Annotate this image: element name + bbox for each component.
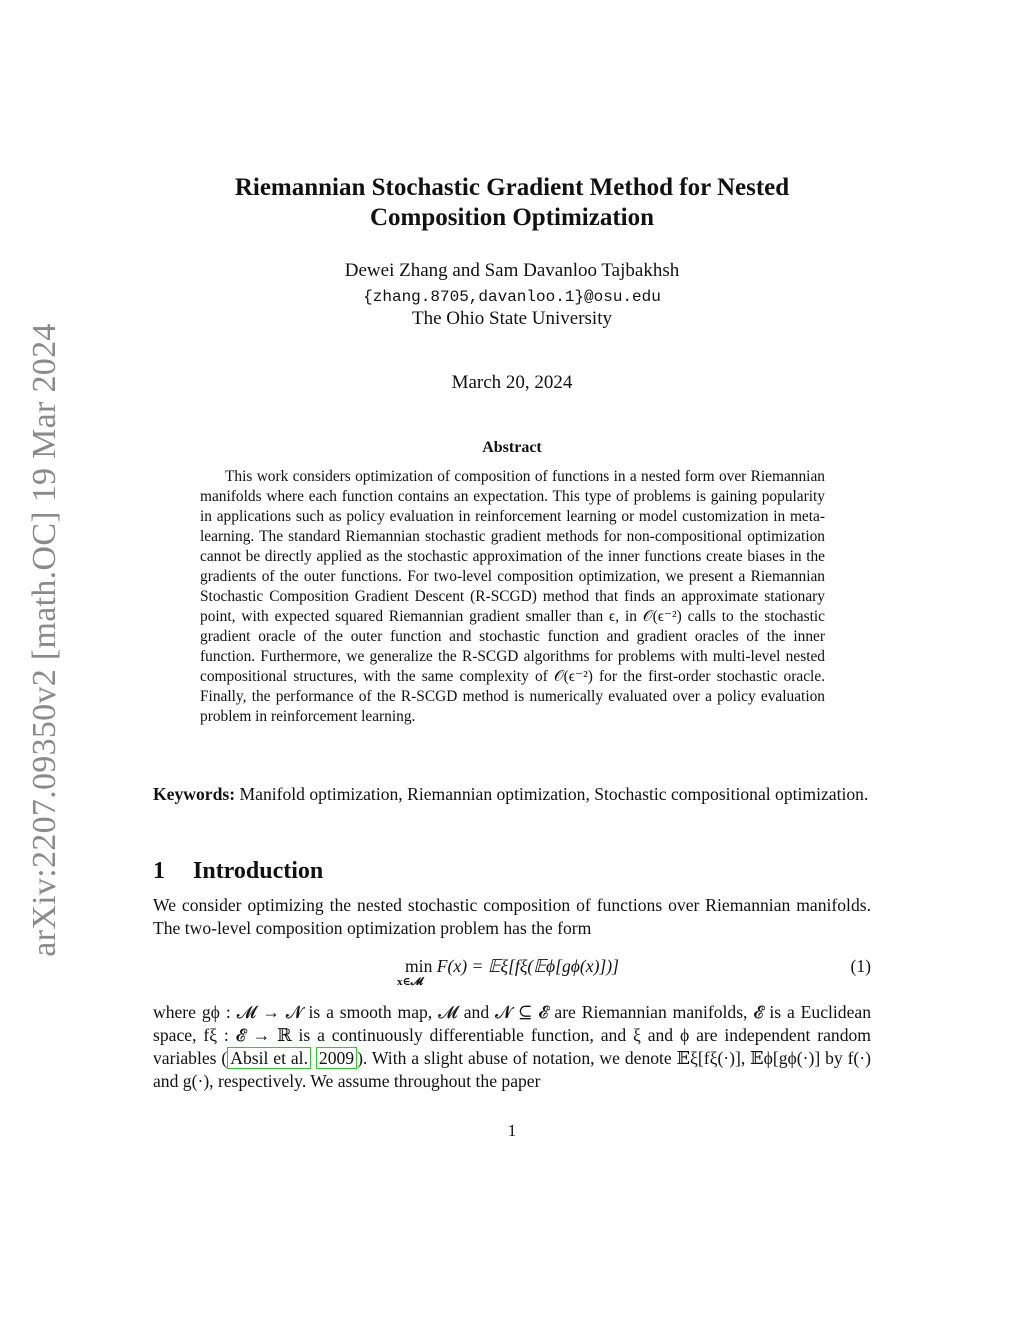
keywords-text: Manifold optimization, Riemannian optimization, Stochastic compositional optimization. bbox=[235, 784, 869, 804]
intro-paragraph-2-start: where gϕ : 𝓜 → 𝓝 is a smooth map, 𝓜 and 𝓝 ⊆ 𝓔 are Riemannian manifolds, 𝓔 is a Euclidean space, fξ : 𝓔 → ℝ is a continuously differentiable function, and ξ and ϕ are independent random variables ( bbox=[153, 1002, 871, 1068]
equation-min: min bbox=[405, 956, 433, 976]
citation-author-link[interactable]: Absil et al. bbox=[227, 1047, 311, 1069]
author-emails bbox=[150, 283, 874, 309]
page-number: 1 bbox=[507, 1121, 517, 1140]
intro-paragraph-2 bbox=[153, 1001, 871, 1093]
equation-1 bbox=[153, 954, 871, 994]
equation-min-subscript: x∈𝓜 bbox=[397, 976, 423, 988]
paper-title bbox=[150, 173, 874, 233]
authors: Dewei Zhang and Sam Davanloo Tajbakhsh bbox=[344, 260, 680, 281]
equation-expression: F(x) = 𝔼ξ[fξ(𝔼ϕ[gϕ(x)])] bbox=[432, 956, 619, 976]
paper-date: March 20, 2024 bbox=[451, 372, 573, 393]
section-title: Introduction bbox=[193, 858, 324, 884]
arxiv-identifier-stamp: arXiv:2207.09350v2 [math.OC] 19 Mar 2024 bbox=[26, 323, 63, 957]
intro-paragraph-1: We consider optimizing the nested stochastic composition of functions over Riemannian manifolds. The two-level composition optimization problem has the form bbox=[153, 895, 871, 938]
equation-number: (1) bbox=[850, 956, 871, 976]
abstract-heading: Abstract bbox=[482, 439, 542, 456]
affiliation: The Ohio State University bbox=[412, 308, 612, 329]
section-heading bbox=[153, 856, 323, 886]
equation-body bbox=[153, 956, 871, 988]
keywords bbox=[153, 783, 871, 806]
section-number: 1 bbox=[153, 858, 165, 884]
keywords-label: Keywords: bbox=[153, 784, 236, 804]
email-text: {zhang.8705,davanloo.1}@osu.edu bbox=[363, 288, 661, 306]
equation-min-operator bbox=[397, 956, 433, 988]
citation-year-link[interactable]: 2009 bbox=[316, 1047, 357, 1069]
title-line-1: Riemannian Stochastic Gradient Method for Nested bbox=[234, 174, 790, 201]
abstract-text: This work considers optimization of composition of functions in a nested form over Riemannian manifolds where each function contains an expectation. This type of problems is gaining popularity in applications such as policy evaluation in reinforcement learning or model customization in meta-learning. The standard Riemannian stochastic gradient methods for non-compositional optimization cannot be directly applied as the stochastic approximation of the inner functions create biases in the gradients of the outer functions. For two-level composition optimization, we present a Riemannian Stochastic Composition Gradient Descent (R-SCGD) method that finds an approximate stationary point, with expected squared Riemannian gradient smaller than ϵ, in 𝒪(ϵ⁻²) calls to the stochastic gradient oracle of the outer function and stochastic function and gradient oracles of the inner function. Furthermore, we generalize the R-SCGD algorithms for problems with multi-level nested compositional structures, with the same complexity of 𝒪(ϵ⁻²) for the first-order stochastic oracle. Finally, the performance of the R-SCGD method is numerically evaluated over a policy evaluation problem in reinforcement learning. bbox=[200, 468, 825, 725]
intro-paragraph-2-end: ). With a slight abuse of notation, we denote 𝔼ξ[fξ(·)], 𝔼ϕ[gϕ(·)] by f(·) and g(·), respectively. We assume throughout the paper bbox=[153, 1048, 872, 1091]
title-line-2: Composition Optimization bbox=[369, 204, 655, 231]
